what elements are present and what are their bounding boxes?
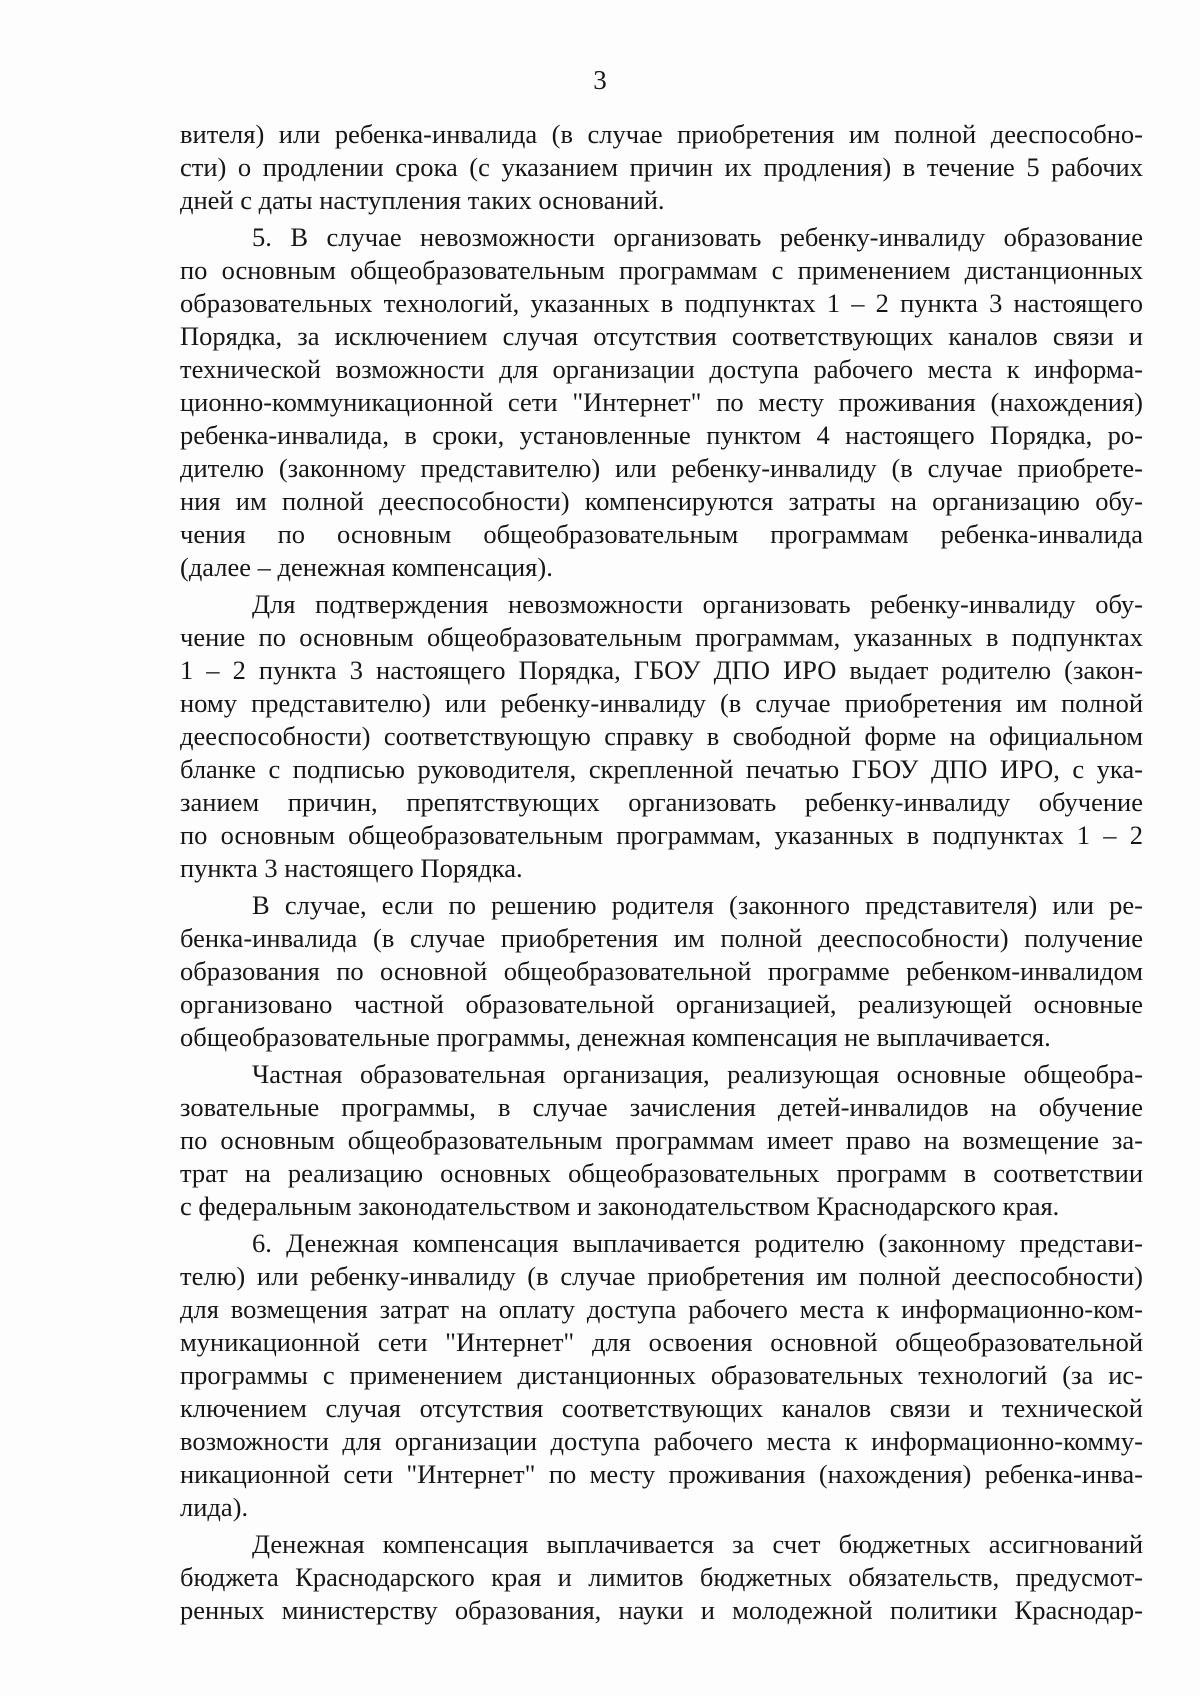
text-line: общеобразовательные программы, денежная компенсация не выплачивается. xyxy=(180,1022,1051,1052)
text-line: сти) о продлении срока (с указанием причин их продления) в течение 5 рабочих xyxy=(180,152,1143,182)
text-line: чения по основным общеобразовательным программам ребенка-инвалида xyxy=(180,519,1143,549)
text-line: образования по основной общеобразовательной программе ребенком-инвалидом xyxy=(180,956,1143,986)
text-line: никационной сети "Интернет" по месту проживания (нахождения) ребенка-инва- xyxy=(180,1459,1143,1489)
page-number: 3 xyxy=(593,65,607,95)
text-line: ционно-коммуникационной сети "Интернет" по месту проживания (нахождения) xyxy=(180,387,1143,417)
paragraph xyxy=(180,1058,1143,1223)
text-line: 1 – 2 пункта 3 настоящего Порядка, ГБОУ ДПО ИРО выдает родителю (закон- xyxy=(180,655,1143,685)
text-line: бенка-инвалида (в случае приобретения им полной дееспособности) получение xyxy=(180,923,1143,953)
text-line: по основным общеобразовательным программам, указанных в подпунктах 1 – 2 xyxy=(180,820,1143,850)
text-line: ренных министерству образования, науки и молодежной политики Краснодар- xyxy=(180,1595,1143,1625)
text-line: трат на реализацию основных общеобразовательных программ в соответствии xyxy=(180,1158,1143,1188)
text-line: вителя) или ребенка-инвалида (в случае приобретения им полной дееспособно- xyxy=(180,119,1143,149)
text-line: чение по основным общеобразовательным программам, указанных в подпунктах xyxy=(180,622,1143,652)
text-line: пункта 3 настоящего Порядка. xyxy=(180,853,523,883)
text-line: лида). xyxy=(180,1492,249,1522)
text-line: Денежная компенсация выплачивается за счет бюджетных ассигнований xyxy=(252,1529,1143,1559)
text-line: ному представителю) или ребенку-инвалиду (в случае приобретения им полной xyxy=(180,688,1143,718)
text-line: бланке с подписью руководителя, скрепленной печатью ГБОУ ДПО ИРО, с ука- xyxy=(180,754,1143,784)
text-line: ребенка-инвалида, в сроки, установленные пунктом 4 настоящего Порядка, ро- xyxy=(180,420,1143,450)
text-line: дней с даты наступления таких оснований. xyxy=(180,185,665,215)
text-line: зовательные программы, в случае зачисления детей-инвалидов на обучение xyxy=(180,1092,1143,1122)
text-line: ключением случая отсутствия соответствующих каналов связи и технической xyxy=(180,1393,1143,1423)
text-line: с федеральным законодательством и законодательством Краснодарского края. xyxy=(180,1191,1060,1221)
text-line: для возмещения затрат на оплату доступа рабочего места к информационно-ком- xyxy=(180,1294,1143,1324)
paragraph xyxy=(180,588,1143,885)
text-line: телю) или ребенку-инвалиду (в случае приобретения им полной дееспособности) xyxy=(180,1261,1143,1291)
text-line: Для подтверждения невозможности организовать ребенку-инвалиду обу- xyxy=(252,589,1143,619)
paragraph xyxy=(180,118,1143,217)
text-line: Порядка, за исключением случая отсутствия соответствующих каналов связи и xyxy=(180,321,1143,351)
text-line: 6. Денежная компенсация выплачивается родителю (законному представи- xyxy=(252,1228,1143,1258)
text-line: бюджета Краснодарского края и лимитов бюджетных обязательств, предусмот- xyxy=(180,1562,1143,1592)
text-line: (далее – денежная компенсация). xyxy=(180,552,553,582)
text-line: образовательных технологий, указанных в подпунктах 1 – 2 пункта 3 настоящего xyxy=(180,288,1143,318)
text-line: программы с применением дистанционных образовательных технологий (за ис- xyxy=(180,1360,1143,1390)
text-line: организовано частной образовательной организацией, реализующей основные xyxy=(180,989,1143,1019)
text-line: по основным общеобразовательным программам с применением дистанционных xyxy=(180,255,1143,285)
document-body xyxy=(180,118,1143,1627)
text-line: возможности для организации доступа рабочего места к информационно-комму- xyxy=(180,1426,1143,1456)
text-line: ния им полной дееспособности) компенсируются затраты на организацию обу- xyxy=(180,486,1143,516)
paragraph xyxy=(180,221,1143,584)
paragraph xyxy=(180,1227,1143,1524)
text-line: 5. В случае невозможности организовать ребенку-инвалиду образование xyxy=(252,222,1143,252)
text-line: занием причин, препятствующих организовать ребенку-инвалиду обучение xyxy=(180,787,1143,817)
text-line: по основным общеобразовательным программам имеет право на возмещение за- xyxy=(180,1125,1143,1155)
text-line: муникационной сети "Интернет" для освоения основной общеобразовательной xyxy=(180,1327,1143,1357)
text-line: технической возможности для организации доступа рабочего места к информа- xyxy=(180,354,1143,384)
text-line: Частная образовательная организация, реализующая основные общеобра- xyxy=(252,1059,1143,1089)
text-line: дееспособности) соответствующую справку в свободной форме на официальном xyxy=(180,721,1143,751)
paragraph xyxy=(180,889,1143,1054)
paragraph xyxy=(180,1528,1143,1627)
text-line: В случае, если по решению родителя (законного представителя) или ре- xyxy=(252,890,1143,920)
text-line: дителю (законному представителю) или ребенку-инвалиду (в случае приобрете- xyxy=(180,453,1143,483)
